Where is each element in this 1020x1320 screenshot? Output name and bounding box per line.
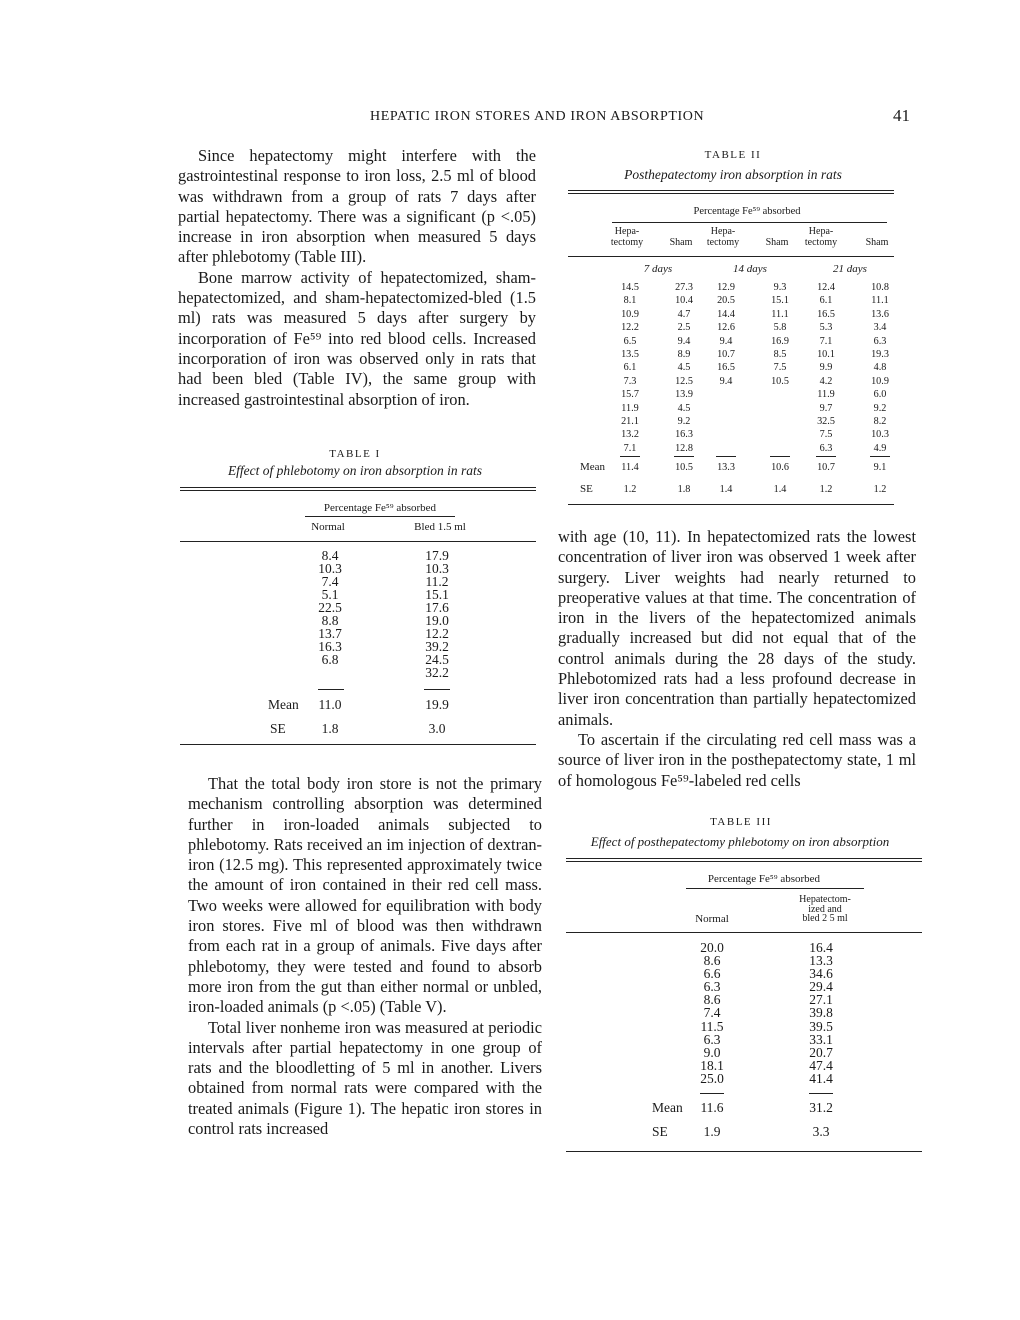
table-2-se-label: SE: [580, 483, 593, 495]
running-header: HEPATIC IRON STORES AND IRON ABSORPTION: [370, 109, 705, 124]
table-2-sum-rule-3: [716, 456, 736, 457]
table-2-head-rule: [568, 256, 894, 257]
table-2-se-4: 1.4: [773, 484, 787, 495]
table-3-normal-values: 20.0 8.6 6.6 6.3 8.6 7.4 11.5 6.3 9.0 18.1 25.0: [700, 940, 724, 1086]
table-2-bottom-rule: [568, 504, 894, 505]
table-3-se-label: SE: [652, 1124, 668, 1139]
table-1-mean-normal: 11.0: [318, 697, 342, 712]
table-2-se-5: 1.2: [819, 484, 833, 495]
table-1-head-rule: [180, 541, 536, 542]
paragraph-3: That the total body iron store is not the primary mechanism controlling absorption was determined further in iron-loaded animals subjected to phlebotomy. Rats received an im injection of dextran-iron (12.5 mg). This represented approximately twice the amount of iron contained in their red cell mass. Two weeks were allowed for equilibration with body iron stores. Five ml of blood was then withdrawn from each rat in a group of animals. Five days after phlebotomy, they were tested and found to absorb more iron from the gut than either normal or unbled, iron-loaded animals (p <.05) (Table V).: [188, 774, 542, 1017]
table-2-label: TABLE II: [704, 149, 762, 161]
table-2-col-5-values: 12.4 6.1 16.5 5.3 7.1 10.1 9.9 4.2 11.9 9.7 32.5 7.5 6.3: [817, 282, 835, 454]
table-2-sum-rule-5: [816, 456, 836, 457]
table-3-caption: Effect of posthepatectomy phlebotomy on iron absorption: [590, 834, 890, 849]
table-1-top-rule: [180, 487, 536, 491]
left-column-top: [178, 146, 536, 410]
table-2-mean-2: 10.5: [675, 462, 693, 473]
table-2-se-2: 1.8: [677, 484, 691, 495]
table-2-spanner: Percentage Fe⁵⁹ absorbed: [693, 206, 801, 217]
table-2-group-14: 14 days: [733, 263, 767, 275]
table-1-mean-label: Mean: [268, 697, 299, 712]
table-3-se-normal: 1.9: [703, 1124, 721, 1139]
table-1-caption: Effect of phlebotomy on iron absorption in rats: [227, 463, 483, 478]
table-2-sum-rule-1: [620, 456, 640, 457]
table-2-sum-rule-2: [674, 456, 694, 457]
paragraph-6: To ascertain if the circulating red cell mass was a source of liver iron in the posthepatectomy state, 1 ml of homologous Fe⁵⁹-labeled red cells: [558, 729, 916, 790]
table-3-hep-values: 16.4 13.3 34.6 29.4 27.1 39.8 39.5 33.1 20.7 47.4 41.4: [809, 940, 833, 1086]
table-1-se-normal: 1.8: [321, 721, 339, 736]
table-2-col-4-values: 9.3 15.1 11.1 5.8 16.9 8.5 7.5 10.5: [771, 282, 789, 387]
table-2-se-3: 1.4: [719, 484, 733, 495]
table-2-col-1-values: 14.5 8.1 10.9 12.2 6.5 13.5 6.1 7.3 15.7 11.9 21.1 13.2 7.1: [621, 282, 639, 454]
table-2-group-21: 21 days: [833, 263, 867, 275]
table-3-sum-rule-1: [700, 1093, 724, 1094]
table-1-se-label: SE: [270, 721, 286, 736]
paragraph-2: Bone marrow activity of hepatectomized, sham-hepatectomized, and sham-hepatectomized-bled (1.5 ml) rats was measured 5 days after surgery by incorporation of Fe⁵⁹ into red blood cells. Increased incorporation of iron was observed only in rats that had been bled (Table IV), the same group with increased gastrointestinal absorption of iron.: [178, 267, 536, 409]
table-2-group-7: 7 days: [643, 263, 673, 275]
table-2-se-1: 1.2: [623, 484, 637, 495]
table-2-mean-5: 10.7: [817, 462, 835, 473]
table-2-col-6-values: 10.8 11.1 13.6 3.4 6.3 19.3 4.8 10.9 6.0 9.2 8.2 10.3 4.9: [871, 282, 889, 454]
page-number: 41: [893, 106, 910, 125]
table-3-mean-label: Mean: [652, 1100, 683, 1115]
table-3-mean-hep: 31.2: [809, 1100, 833, 1115]
table-2-mean-1: 11.4: [621, 462, 639, 473]
table-1-mean-bled: 19.9: [425, 697, 449, 712]
table-3-bottom-rule: [566, 1151, 922, 1152]
table-2-top-rule: [568, 190, 894, 194]
paragraph-4: Total liver nonheme iron was measured at periodic intervals after partial hepatectomy in one group of rats and the bloodletting of 5 ml in another. Livers obtained from normal rats were compared with the treated animals (Figure 1). The hepatic iron stores in control rats increased: [188, 1017, 542, 1139]
table-1-normal-values: 8.4 10.3 7.4 5.1 22.5 8.8 13.7 16.3 6.8: [318, 548, 342, 667]
paragraph-1: Since hepatectomy might interfere with the gastrointestinal response to iron loss, 2.5 ml of blood was withdrawn from a group of rats 7 days after partial hepatectomy. There was a significant (p <.05) increase in iron absorption when measured 5 days after phlebotomy (Table III).: [178, 146, 536, 267]
table-3-top-rule: [566, 858, 922, 862]
table-2-col-sham-3: Sham: [865, 237, 889, 248]
table-2-col-hepa-3: Hepa- tectomy: [804, 226, 838, 248]
table-2-se-6: 1.2: [873, 484, 887, 495]
table-1-bottom-rule: [180, 744, 536, 745]
table-3-col-hepatectomized: Hepatectom- ized and bled 2 5 ml: [799, 894, 851, 924]
table-1-col-bled: Bled 1.5 ml: [414, 521, 466, 533]
right-column-text: [558, 527, 916, 791]
table-3-col-normal: Normal: [695, 913, 729, 925]
table-2-sum-rule-4: [770, 456, 790, 457]
table-1-spanner: Percentage Fe⁵⁹ absorbed: [323, 502, 437, 514]
table-3-label: TABLE III: [710, 816, 772, 828]
table-1-se-bled: 3.0: [428, 721, 446, 736]
paragraph-5: with age (10, 11). In hepatectomized rats the lowest concentration of liver iron was observed 1 week after surgery. Liver weights had nearly returned to preoperative values at that time. The concentration of iron in the livers of the hepatectomized animals gradually increased but did not equal that of the control animals during the 28 days of the study. Phlebotomized rats had a less profound decrease in liver iron concentration than partially hepatectomized animals.: [558, 527, 916, 729]
table-1-col-normal: Normal: [311, 521, 345, 533]
table-1-bled-values: 17.9 10.3 11.2 15.1 17.6 19.0 12.2 39.2 24.5 32.2: [425, 548, 449, 680]
table-2-caption: Posthepatectomy iron absorption in rats: [624, 167, 842, 182]
table-3-spanner: Percentage Fe⁵⁹ absorbed: [707, 873, 821, 885]
left-column-bottom: [188, 774, 542, 1139]
table-3-head-rule: [566, 932, 922, 933]
table-2-col-hepa-1: Hepa- tectomy: [610, 226, 644, 248]
table-1-spanner-rule: [305, 516, 455, 517]
table-2-mean-4: 10.6: [771, 462, 789, 473]
table-2-mean-label: Mean: [580, 461, 606, 473]
table-2-col-sham-2: Sham: [765, 237, 789, 248]
table-1-sum-rule-2: [424, 689, 450, 690]
table-1-sum-rule-1: [318, 689, 344, 690]
table-2-col-2-values: 27.3 10.4 4.7 2.5 9.4 8.9 4.5 12.5 13.9 4.5 9.2 16.3 12.8: [675, 282, 693, 454]
table-2-col-hepa-2: Hepa- tectomy: [706, 226, 740, 248]
table-3-mean-normal: 11.6: [700, 1100, 724, 1115]
table-3-spanner-rule: [686, 888, 864, 889]
table-1-label: TABLE I: [329, 448, 381, 460]
table-2-sum-rule-6: [870, 456, 890, 457]
table-2-col-3-values: 12.9 20.5 14.4 12.6 9.4 10.7 16.5 9.4: [717, 282, 735, 387]
table-2-spanner-rule: [612, 222, 887, 223]
table-2-mean-6: 9.1: [873, 462, 887, 473]
table-2-col-sham-1: Sham: [669, 237, 693, 248]
table-3-sum-rule-2: [809, 1093, 833, 1094]
table-3-se-hep: 3.3: [812, 1124, 830, 1139]
table-2-mean-3: 13.3: [717, 462, 735, 473]
